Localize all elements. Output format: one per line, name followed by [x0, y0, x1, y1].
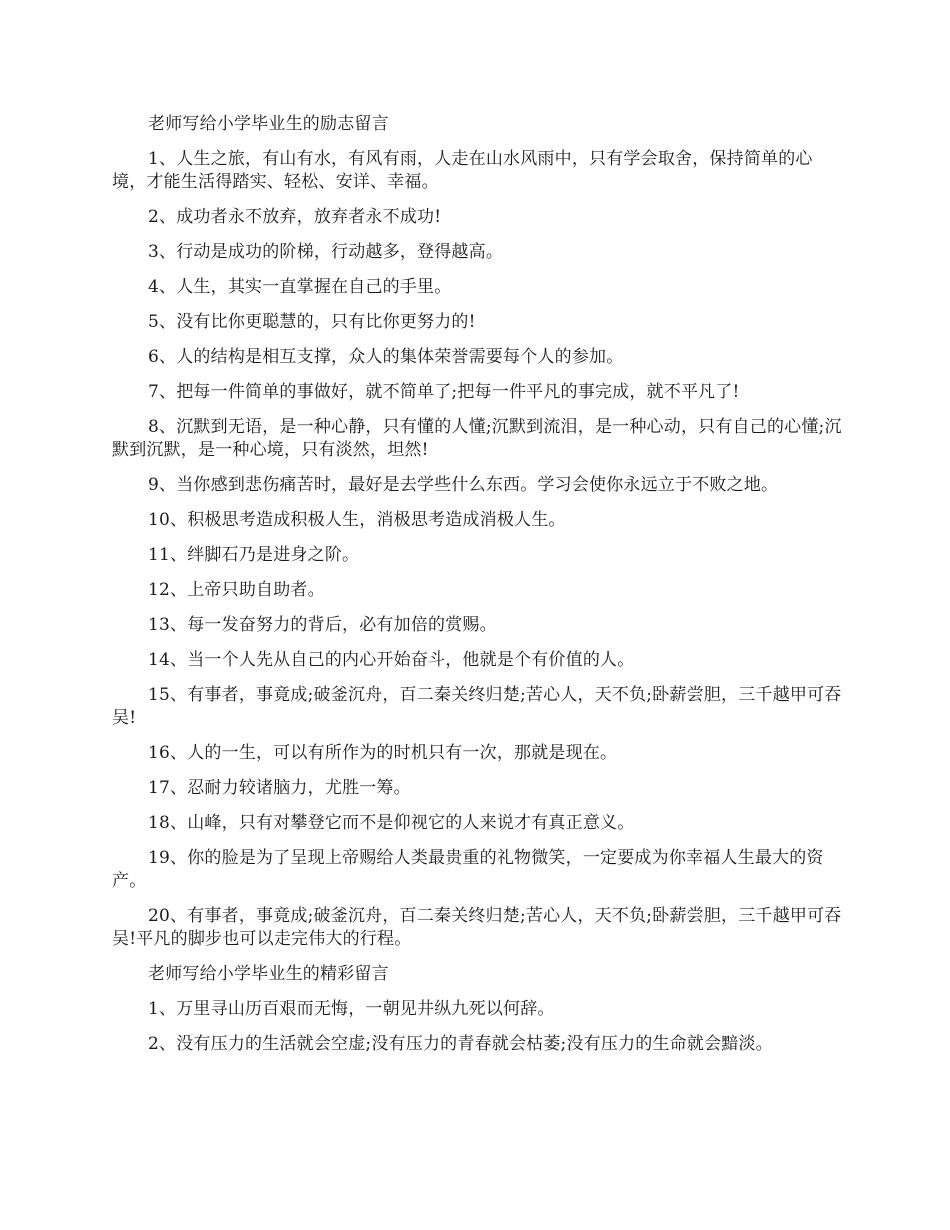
paragraph: 5、没有比你更聪慧的，只有比你更努力的! — [148, 312, 476, 332]
paragraph: 18、山峰，只有对攀登它而不是仰视它的人来说才有真正意义。 — [148, 813, 635, 833]
paragraph: 16、人的一生，可以有所作为的时机只有一次，那就是现在。 — [148, 743, 618, 763]
paragraph: 15、有事者，事竟成;破釜沉舟，百二秦关终归楚;苦心人，天不负;卧薪尝胆，三千越甲可吞吴! — [112, 685, 842, 728]
paragraph: 2、没有压力的生活就会空虚;没有压力的青春就会枯萎;没有压力的生命就会黯淡。 — [148, 1034, 773, 1054]
paragraph: 1、人生之旅，有山有水，有风有雨，人走在山水风雨中，只有学会取舍，保持简单的心境，才能生活得踏实、轻松、安详、幸福。 — [112, 149, 813, 192]
paragraph: 14、当一个人先从自己的内心开始奋斗，他就是个有价值的人。 — [148, 650, 635, 670]
paragraph: 1、万里寻山历百艰而无悔，一朝见井纵九死以何辞。 — [148, 999, 555, 1019]
paragraph: 11、绊脚石乃是进身之阶。 — [148, 545, 360, 565]
paragraph: 19、你的脸是为了呈现上帝赐给人类最贵重的礼物微笑，一定要成为你幸福人生最大的资产。 — [112, 848, 824, 891]
paragraph: 6、人的结构是相互支撑，众人的集体荣誉需要每个人的参加。 — [148, 347, 624, 367]
paragraph: 4、人生，其实一直掌握在自己的手里。 — [148, 277, 452, 297]
paragraph: 7、把每一件简单的事做好，就不简单了;把每一件平凡的事完成，就不平凡了! — [148, 382, 740, 402]
document-body — [112, 113, 842, 1068]
paragraph: 2、成功者永不放弃，放弃者永不成功! — [148, 207, 442, 227]
paragraph: 10、积极思考造成积极人生，消极思考造成消极人生。 — [148, 510, 566, 530]
section-heading: 老师写给小学毕业生的精彩留言 — [148, 964, 389, 984]
paragraph: 9、当你感到悲伤痛苦时，最好是去学些什么东西。学习会使你永远立于不败之地。 — [148, 475, 779, 495]
paragraph: 20、有事者，事竟成;破釜沉舟，百二秦关终归楚;苦心人，天不负;卧薪尝胆，三千越甲可吞吴!平凡的脚步也可以走完伟大的行程。 — [112, 906, 842, 949]
paragraph: 12、上帝只助自助者。 — [148, 580, 325, 600]
paragraph: 17、忍耐力较诸脑力，尤胜一筹。 — [148, 778, 411, 798]
paragraph: 13、每一发奋努力的背后，必有加倍的赏赐。 — [148, 615, 497, 635]
paragraph: 8、沉默到无语，是一种心静，只有懂的人懂;沉默到流泪，是一种心动，只有自己的心懂;沉默到沉默，是一种心境，只有淡然，坦然! — [112, 417, 842, 460]
section-heading: 老师写给小学毕业生的励志留言 — [148, 114, 389, 134]
paragraph: 3、行动是成功的阶梯，行动越多，登得越高。 — [148, 242, 504, 262]
